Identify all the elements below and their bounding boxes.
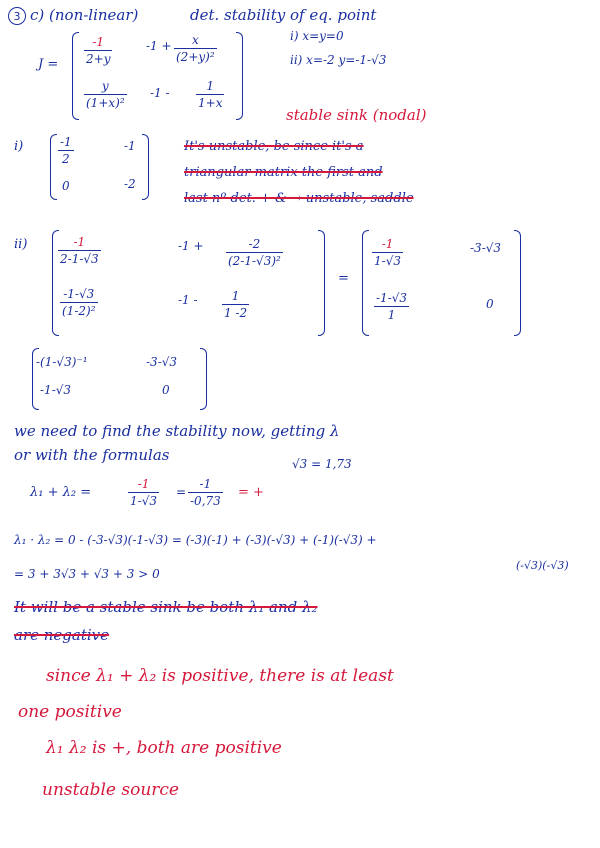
jacobian-a11: -1 2+y xyxy=(86,35,111,66)
case-i-struck-line-3: last nº det. + & → unstable, saddle xyxy=(184,191,414,206)
jacobian-a22-lead: -1 - xyxy=(150,86,170,100)
conclusion-line-1: since λ₁ + λ₂ is positive, there is at least xyxy=(46,666,394,686)
case-i-a21: 0 xyxy=(62,179,70,193)
case-i-a11: -1 2 xyxy=(60,135,72,166)
simplified-m11: -(1-√3)⁻¹ xyxy=(36,355,88,369)
simplified-right-bracket xyxy=(200,348,207,410)
struck-conclusion-2: are negative xyxy=(14,626,110,644)
case-ii-result-right-bracket xyxy=(514,230,521,336)
task-heading: det. stability of eq. point xyxy=(190,6,377,24)
case-i-a12: -1 xyxy=(124,139,136,153)
jacobian-left-bracket xyxy=(72,32,79,120)
case-ii-r11: -1 1-√3 xyxy=(374,237,401,268)
text-line-2: or with the formulas xyxy=(14,446,170,464)
sum-equals: = xyxy=(176,485,187,499)
jacobian-a12-lead: -1 + xyxy=(146,39,172,53)
conclusion-line-4: unstable source xyxy=(42,780,179,800)
case-ii-result-left-bracket xyxy=(362,230,369,336)
case-i-left-bracket xyxy=(50,134,57,200)
case-ii-r12: -3-√3 xyxy=(470,241,502,255)
case-i-a22: -2 xyxy=(124,177,136,191)
case-ii-a11: -1 2-1-√3 xyxy=(60,235,99,266)
jacobian-a12: x (2+y)² xyxy=(176,33,215,64)
jacobian-label: J = xyxy=(38,57,59,72)
conclusion-line-3: λ₁ λ₂ is +, both are positive xyxy=(46,738,282,758)
case-ii-label: ii) xyxy=(14,237,28,252)
case-ii-a22-lead: -1 - xyxy=(178,293,198,307)
simplified-m12: -3-√3 xyxy=(146,355,178,369)
case-ii-a21: -1-√3 (1-2)² xyxy=(62,287,96,318)
case-i-struck-line-2: triangular matrix the first and xyxy=(184,165,383,180)
case-ii-r22: 0 xyxy=(486,297,494,311)
case-i-verdict: stable sink (nodal) xyxy=(286,106,427,124)
simplified-m21: -1-√3 xyxy=(40,383,72,397)
conclusion-line-2: one positive xyxy=(18,702,122,722)
jacobian-a22: 1 1+x xyxy=(198,79,223,110)
equilibrium-point-i: i) x=y=0 xyxy=(290,29,344,43)
case-ii-a22: 1 1 -2 xyxy=(224,289,248,320)
sum-fraction-1: -1 1-√3 xyxy=(130,477,157,508)
product-line-2: = 3 + 3√3 + √3 + 3 > 0 xyxy=(14,567,160,581)
equilibrium-point-ii: ii) x=-2 y=-1-√3 xyxy=(290,53,387,67)
case-ii-a12: -2 (2-1-√3)² xyxy=(228,237,281,268)
case-i-label: i) xyxy=(14,139,24,154)
product-line: λ₁ · λ₂ = 0 - (-3-√3)(-1-√3) = (-3)(-1) + (-3)(-√3) + (-1)(-√3) + xyxy=(14,533,377,547)
text-line-1: we need to find the stability now, getting λ xyxy=(14,422,340,440)
problem-number: 3 xyxy=(8,7,26,25)
case-ii-equals: = xyxy=(338,271,349,286)
case-i-struck-line-1: It's unstable, be since it's a xyxy=(184,139,364,154)
case-ii-a12-lead: -1 + xyxy=(178,239,204,253)
product-extra-term: (-√3)(-√3) xyxy=(516,559,569,572)
sqrt-approximation: √3 = 1,73 xyxy=(292,457,352,471)
case-ii-right-bracket xyxy=(318,230,325,336)
jacobian-a21: y (1+x)² xyxy=(86,79,125,110)
part-label: c) (non-linear) xyxy=(30,6,139,24)
case-ii-r21: -1-√3 1 xyxy=(376,291,408,322)
sum-lhs: λ₁ + λ₂ = xyxy=(30,485,92,500)
struck-conclusion-1: It will be a stable sink be both λ₁ and λ₂ xyxy=(14,598,318,616)
simplified-m22: 0 xyxy=(162,383,170,397)
jacobian-right-bracket xyxy=(236,32,243,120)
sum-fraction-2: -1 -0,73 xyxy=(190,477,221,508)
sum-result: = + xyxy=(238,485,264,500)
case-i-right-bracket xyxy=(142,134,149,200)
